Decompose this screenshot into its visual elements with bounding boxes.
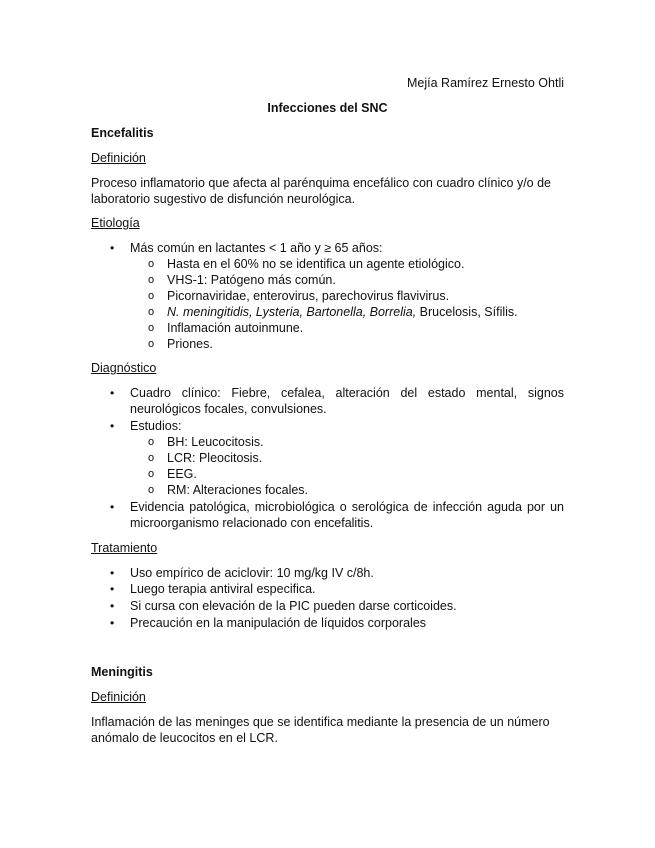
etiologia-subitem: Hasta en el 60% no se identifica un agente etiológico. <box>167 257 465 271</box>
estudio-item: BH: Leucocitosis. <box>167 435 264 449</box>
bullet-marker: • <box>110 500 115 514</box>
etiologia-subitem: VHS-1: Patógeno más común. <box>167 273 336 287</box>
definicion-paragraph: Proceso inflamatorio que afecta al parénquima encefálico con cuadro clínico y/o de laboratorio sugestivo de disfunción neurológica. <box>91 176 551 206</box>
bullet-marker: • <box>110 241 115 255</box>
estudio-item: LCR: Pleocitosis. <box>167 451 263 465</box>
diagnostico-item: Estudios: <box>130 419 182 433</box>
etiologia-subitem-pathogens <box>167 304 518 320</box>
tratamiento-item: Luego terapia antiviral especifica. <box>130 582 316 596</box>
sub-bullet-marker: o <box>148 274 155 286</box>
sub-bullet-marker: o <box>148 436 155 448</box>
bullet-marker: • <box>110 582 115 596</box>
estudio-item: EEG. <box>167 467 197 481</box>
tratamiento-item: Uso empírico de aciclovir: 10 mg/kg IV c/8h. <box>130 566 374 580</box>
diagnostico-item: Cuadro clínico: Fiebre, cefalea, alteración del estado mental, signos neurológicos focales, convulsiones. <box>130 386 564 416</box>
sub-bullet-marker: o <box>148 338 155 350</box>
document-title: Infecciones del SNC <box>267 101 388 115</box>
sub-bullet-marker: o <box>148 484 155 496</box>
bullet-marker: • <box>110 419 115 433</box>
sub-bullet-marker: o <box>148 290 155 302</box>
estudio-item: RM: Alteraciones focales. <box>167 483 309 497</box>
subheading-definicion-meningitis: Definición <box>91 690 146 704</box>
sub-bullet-marker: o <box>148 452 155 464</box>
tratamiento-item: Precaución en la manipulación de líquidos corporales <box>130 616 427 630</box>
sub-bullet-marker: o <box>148 258 155 270</box>
etiologia-subitem: Inflamación autoinmune. <box>167 321 304 335</box>
etiologia-subitem: Picornaviridae, enterovirus, parechovirus flavivirus. <box>167 289 450 303</box>
bullet-marker: • <box>110 386 115 400</box>
bullet-marker: • <box>110 616 115 630</box>
subheading-diagnostico: Diagnóstico <box>91 361 157 375</box>
bullet-marker: • <box>110 566 115 580</box>
etiologia-subitem: Priones. <box>167 337 213 351</box>
diagnostico-item: Evidencia patológica, microbiológica o serológica de infección aguda por un microorganismo relacionado con encefalitis. <box>130 500 564 530</box>
pathogens-italic: N. meningitidis, Lysteria, Bartonella, Borrelia, <box>167 305 417 319</box>
author-name: Mejía Ramírez Ernesto Ohtli <box>407 76 564 90</box>
bullet-marker: • <box>110 599 115 613</box>
subheading-etiologia: Etiología <box>91 216 140 230</box>
etiologia-item: Más común en lactantes < 1 año y ≥ 65 años: <box>130 241 383 255</box>
subheading-definicion: Definición <box>91 151 146 165</box>
section-heading-encefalitis: Encefalitis <box>91 126 154 140</box>
sub-bullet-marker: o <box>148 322 155 334</box>
meningitis-definicion-paragraph: Inflamación de las meninges que se identifica mediante la presencia de un número anómalo de leucocitos en el LCR. <box>91 715 550 745</box>
pathogens-plain: Brucelosis, Sífilis. <box>416 305 518 319</box>
tratamiento-item: Si cursa con elevación de la PIC pueden darse corticoides. <box>130 599 457 613</box>
section-heading-meningitis: Meningitis <box>91 665 153 679</box>
subheading-tratamiento: Tratamiento <box>91 541 158 555</box>
sub-bullet-marker: o <box>148 306 155 318</box>
sub-bullet-marker: o <box>148 468 155 480</box>
